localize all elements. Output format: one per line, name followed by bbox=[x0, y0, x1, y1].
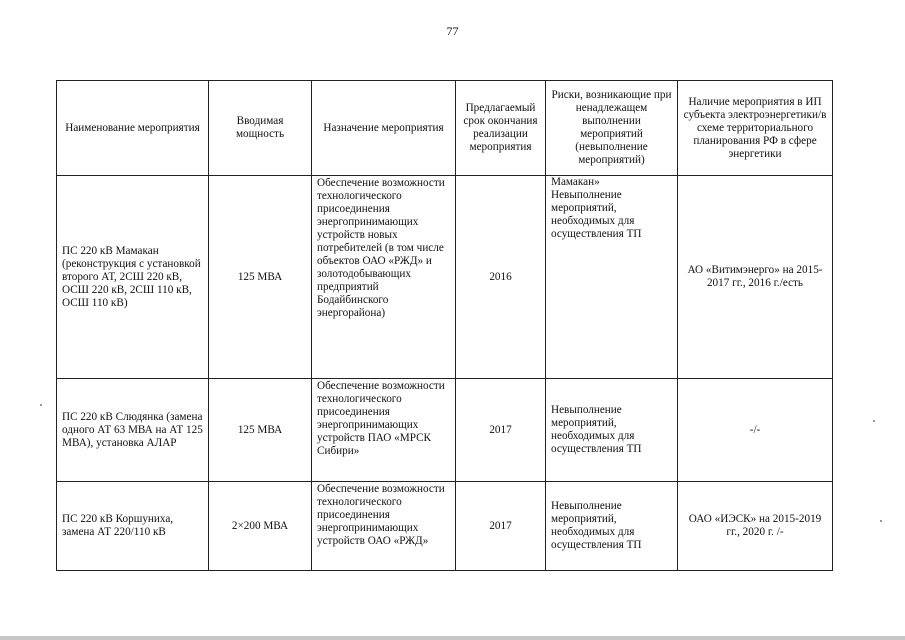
header-name: Наименование мероприятия bbox=[57, 81, 209, 176]
header-ip: Наличие мероприятия в ИП субъекта электроэнергетики/в схеме территориального планирования РФ в сфере энергетики bbox=[678, 81, 833, 176]
scan-speck bbox=[40, 404, 42, 406]
cell-ip: АО «Витимэнерго» на 2015-2017 гг., 2016 г./есть bbox=[678, 176, 833, 379]
table-header-row bbox=[57, 81, 833, 176]
cell-risks: Мамакан» Невыполнение мероприятий, необходимых для осуществления ТП bbox=[546, 176, 678, 379]
cell-purpose: Обеспечение возможности технологического присоединения энергопринимающих устройств ОАО «РЖД» bbox=[312, 482, 456, 571]
cell-ip: ОАО «ИЭСК» на 2015-2019 гг., 2020 г. /- bbox=[678, 482, 833, 571]
cell-term: 2016 bbox=[456, 176, 546, 379]
header-risks: Риски, возникающие при ненадлежащем выполнении мероприятий (невыполнение мероприятий) bbox=[546, 81, 678, 176]
table-row bbox=[57, 482, 833, 571]
header-power: Вводимая мощность bbox=[209, 81, 312, 176]
cell-purpose: Обеспечение возможности технологического присоединения энергопринимающих устройств ПАО «МРСК Сибири» bbox=[312, 379, 456, 482]
cell-power: 2×200 МВА bbox=[209, 482, 312, 571]
cell-name: ПС 220 кВ Мамакан (реконструкция с установкой второго АТ, 2СШ 220 кВ, ОСШ 220 кВ, 2СШ 110 кВ, ОСШ 110 кВ) bbox=[57, 176, 209, 379]
cell-purpose: Обеспечение возможности технологического присоединения энергопринимающих устройств новых потребителей (в том числе объектов ОАО «РЖД» и золотодобывающих предприятий Бодайбинского энергорайона) bbox=[312, 176, 456, 379]
header-purpose: Назначение мероприятия bbox=[312, 81, 456, 176]
cell-power: 125 МВА bbox=[209, 379, 312, 482]
scan-speck bbox=[873, 420, 875, 422]
cell-risks: Невыполнение мероприятий, необходимых для осуществления ТП bbox=[546, 379, 678, 482]
scan-speck bbox=[880, 520, 882, 522]
cell-term: 2017 bbox=[456, 482, 546, 571]
scan-bottom-edge bbox=[0, 636, 905, 640]
header-term: Предлагаемый срок окончания реализации мероприятия bbox=[456, 81, 546, 176]
table-row bbox=[57, 379, 833, 482]
cell-risks: Невыполнение мероприятий, необходимых для осуществления ТП bbox=[546, 482, 678, 571]
cell-term: 2017 bbox=[456, 379, 546, 482]
cell-ip: -/- bbox=[678, 379, 833, 482]
page-number: 77 bbox=[446, 24, 459, 38]
measures-table bbox=[56, 80, 833, 571]
cell-name: ПС 220 кВ Коршуниха, замена АТ 220/110 кВ bbox=[57, 482, 209, 571]
cell-name: ПС 220 кВ Слюдянка (замена одного АТ 63 МВА на АТ 125 МВА), установка АЛАР bbox=[57, 379, 209, 482]
cell-power: 125 МВА bbox=[209, 176, 312, 379]
table-row bbox=[57, 176, 833, 379]
